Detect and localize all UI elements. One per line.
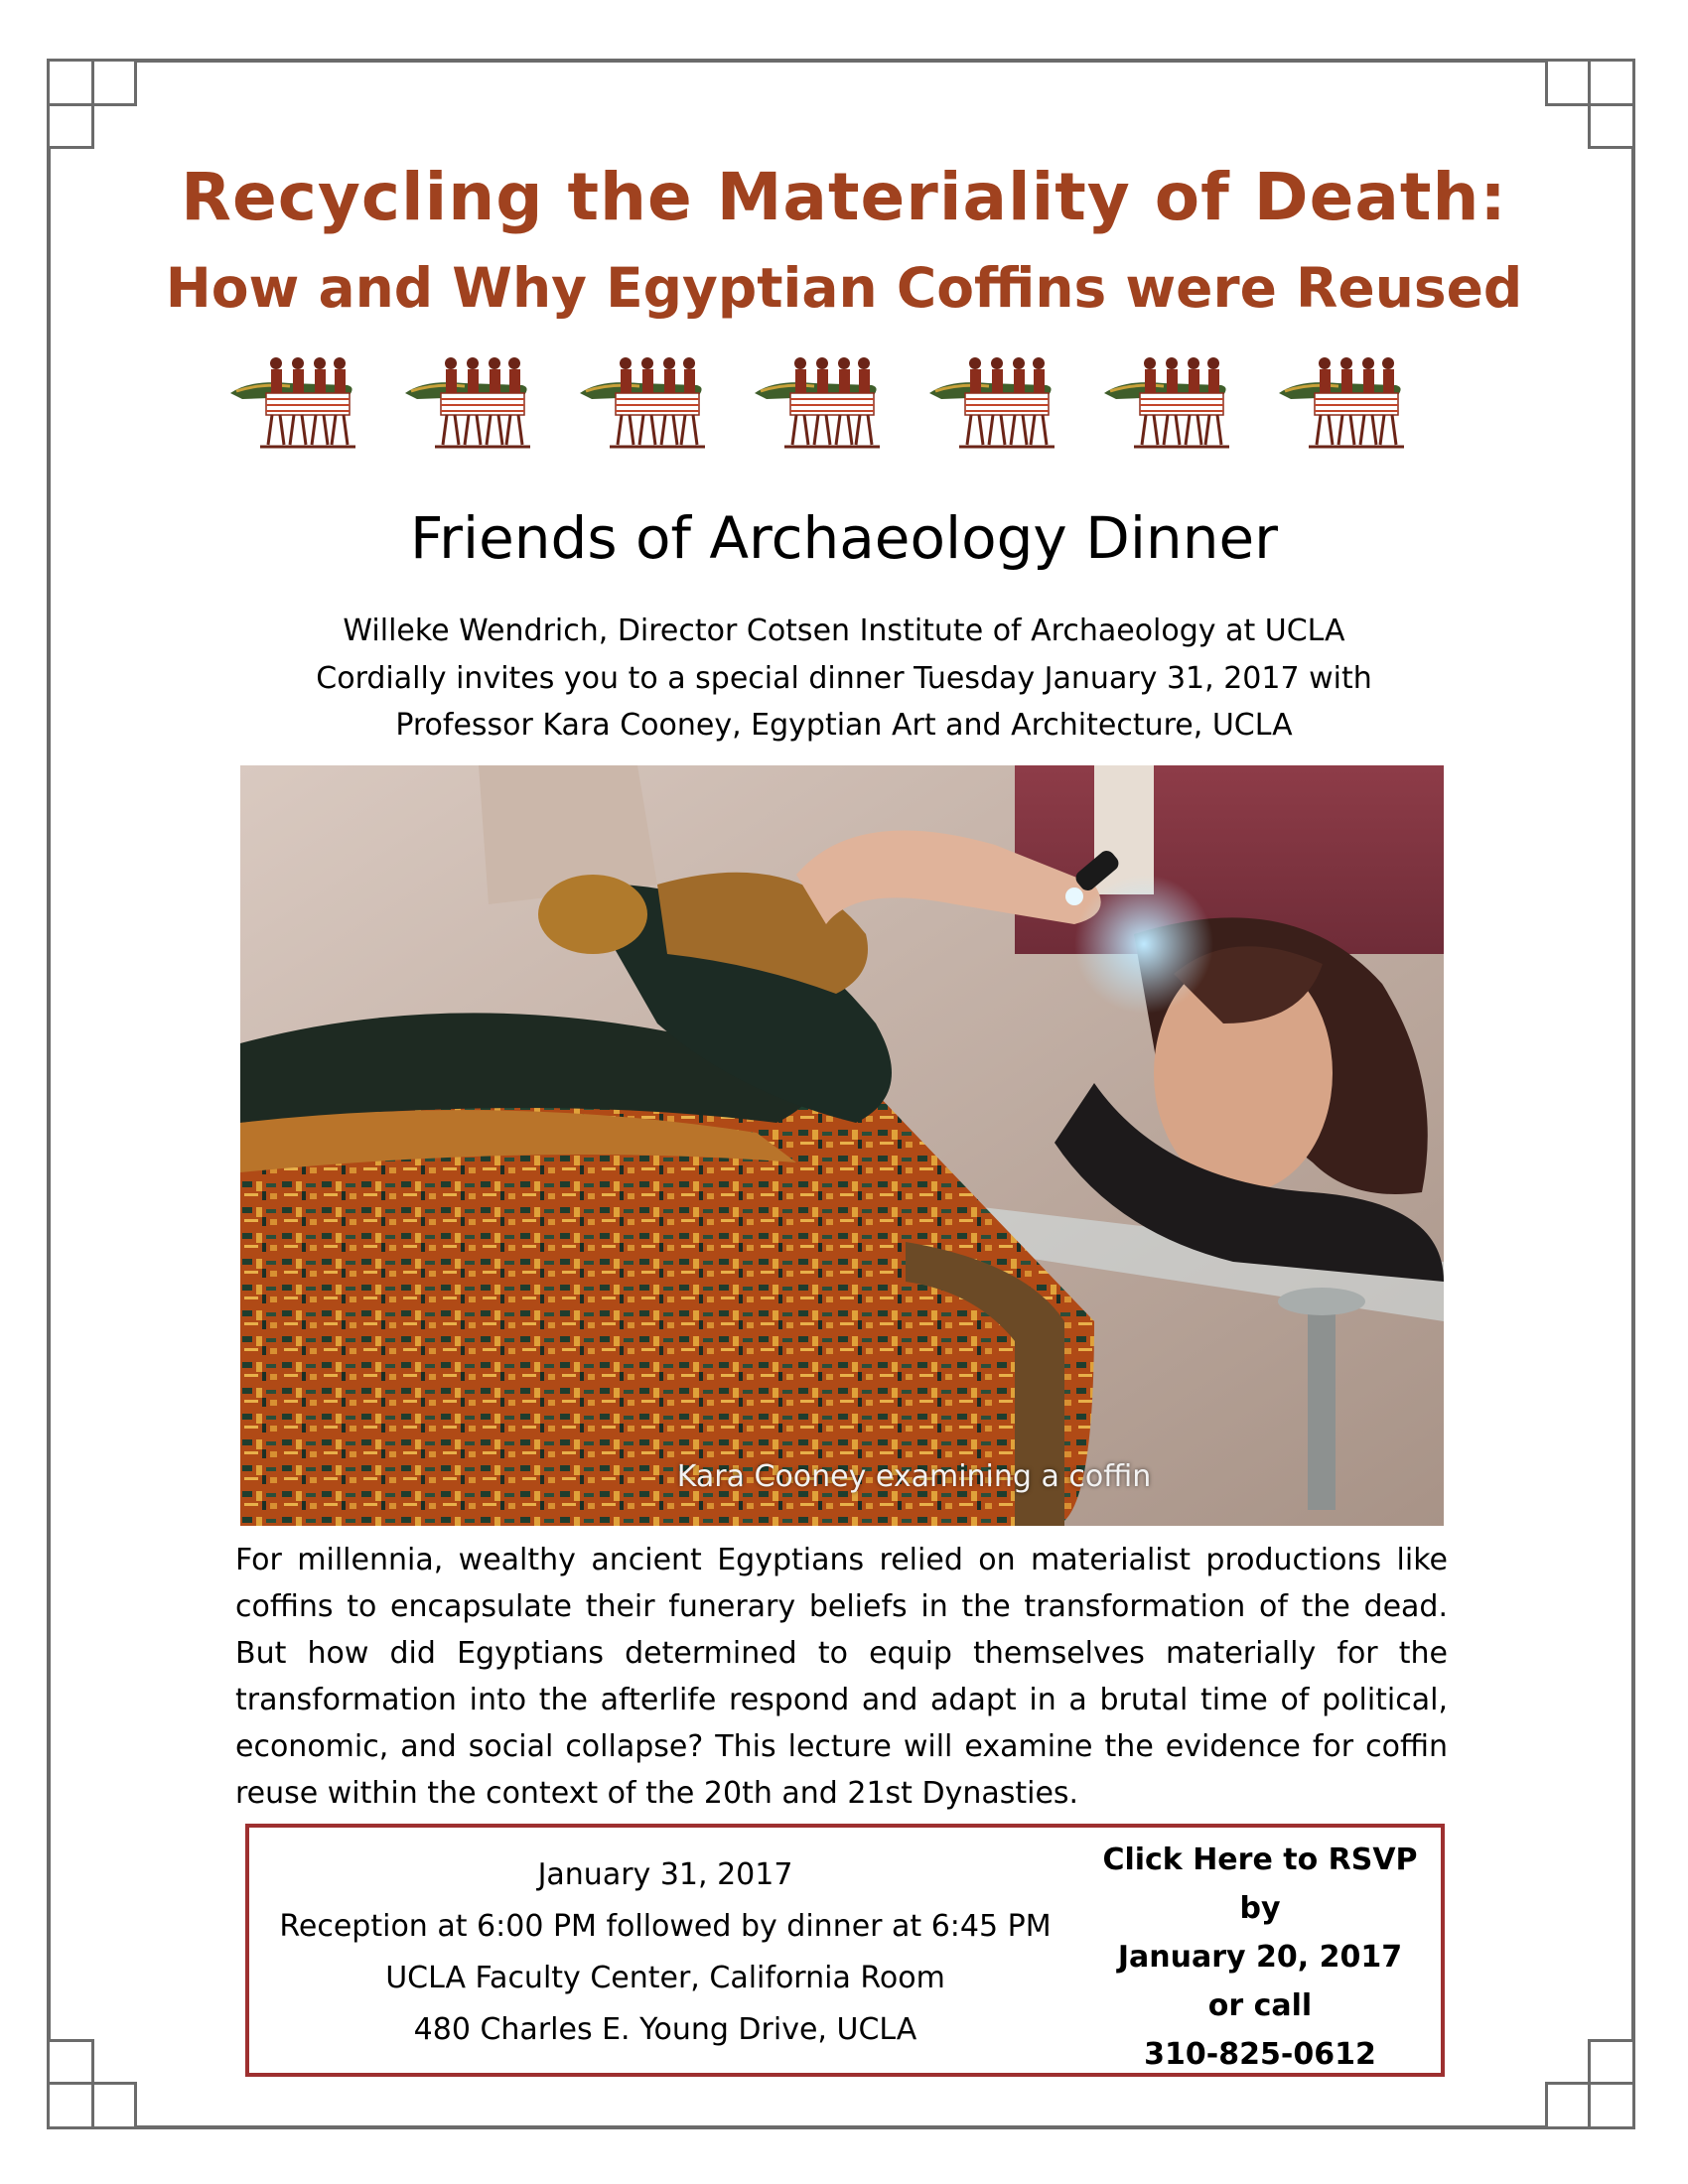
coffin-photo-illustration <box>240 765 1444 1526</box>
corner-ornament-bottom-left <box>47 2039 137 2129</box>
event-schedule: Reception at 6:00 PM followed by dinner at 6:45 PM <box>279 1909 1052 1944</box>
event-details-box <box>245 1824 1445 2077</box>
corner-ornament-top-left <box>47 59 137 149</box>
rsvp-or-call: or call <box>1207 1988 1313 2023</box>
corner-ornament-bottom-right <box>1545 2039 1635 2129</box>
description-text: For millennia, wealthy ancient Egyptians relied on materialist productions like coffins to encapsulate their funerary beliefs in the transformation of the dead. But how did Egyptians determined to equip themselves materially for the transformation into the afterlife respond and adapt in a brutal time of political, economic, and social collapse? This lecture will examine the evidence for coffin reuse within the context of the 20th and 21st Dynasties. <box>235 1543 1448 1811</box>
title-line-1: Recycling the Materiality of Death: <box>181 159 1507 235</box>
title-line-2: How and Why Egyptian Coffins were Reused <box>165 256 1523 320</box>
description-paragraph <box>235 1537 1448 1817</box>
invite-line-1: Willeke Wendrich, Director Cotsen Institute of Archaeology at UCLA <box>343 614 1345 648</box>
rsvp-phone[interactable]: 310-825-0612 <box>1144 2037 1376 2072</box>
rsvp-click-here[interactable]: Click Here to RSVP <box>1102 1843 1418 1877</box>
coffin-photo <box>240 765 1444 1526</box>
egyptian-procession-frieze <box>230 345 1458 453</box>
photo-caption: Kara Cooney examining a coffin <box>676 1459 1152 1494</box>
invite-line-2: Cordially invites you to a special dinner Tuesday January 31, 2017 with <box>316 661 1372 696</box>
event-venue: UCLA Faculty Center, California Room <box>385 1961 945 1995</box>
corner-ornament-top-right <box>1545 59 1635 149</box>
rsvp-by: by <box>1239 1891 1281 1926</box>
rsvp-link[interactable] <box>1071 1836 1449 2079</box>
event-heading: Friends of Archaeology Dinner <box>410 504 1278 572</box>
event-address: 480 Charles E. Young Drive, UCLA <box>413 2012 917 2047</box>
event-date: January 31, 2017 <box>537 1857 793 1892</box>
rsvp-deadline: January 20, 2017 <box>1117 1940 1403 1975</box>
event-details <box>249 1849 1081 2056</box>
invite-line-3: Professor Kara Cooney, Egyptian Art and Architecture, UCLA <box>395 708 1293 743</box>
